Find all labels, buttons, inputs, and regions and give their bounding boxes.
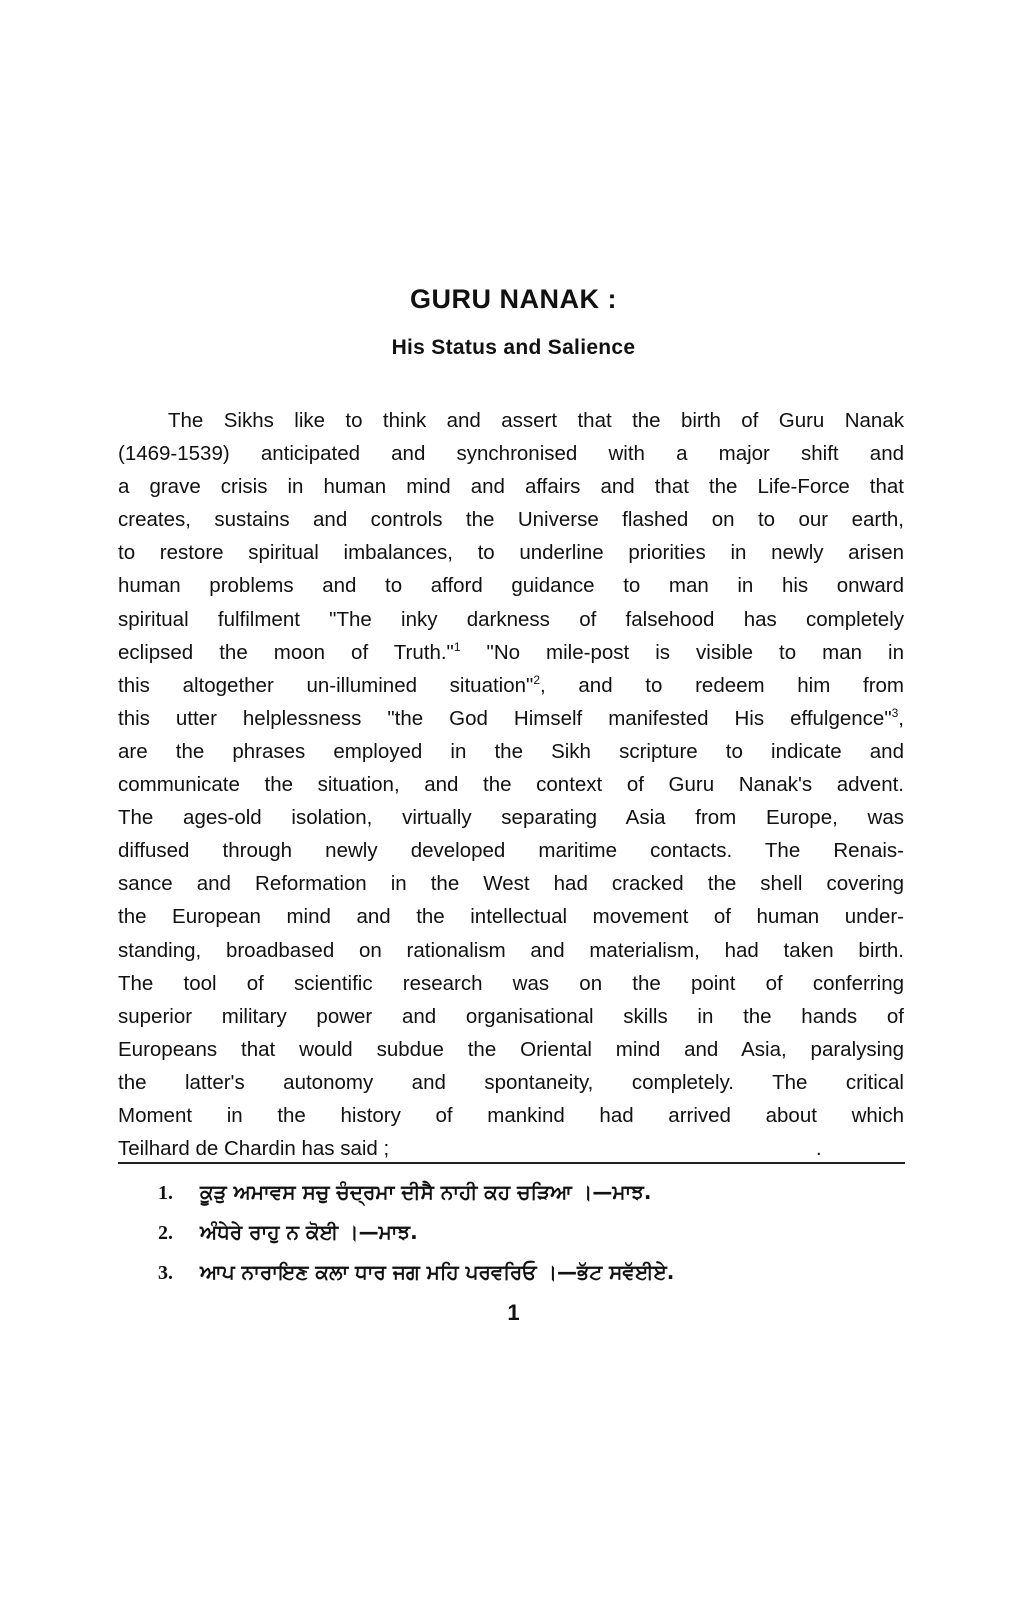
footnote-number: 3. (158, 1262, 173, 1284)
footnote-number: 2. (158, 1222, 173, 1244)
footnote-text: ਆਪ ਨਾਰਾਇਣ ਕਲਾ ਧਾਰ ਜਗ ਮਹਿ ਪਰਵਰਿਓ ।—ਭੱਟ ਸਵੱਈਏ. (200, 1260, 675, 1284)
text-line: The tool of scientific research was on the point of conferring (118, 971, 904, 995)
footnote-text: ਕੂੜੁ ਅਮਾਵਸ ਸਚੁ ਚੰਦ੍ਰਮਾ ਦੀਸੈ ਨਾਹੀ ਕਹ ਚੜਿਆ ।—ਮਾਝ. (200, 1180, 652, 1204)
footnote-ref: 3 (891, 705, 899, 720)
footnote-divider (118, 1162, 905, 1164)
footnote-text: ਅੰਧੇਰੇ ਰਾਹੁ ਨ ਕੋਈ ।—ਮਾਝ. (200, 1220, 418, 1244)
footnote (158, 1252, 858, 1292)
stray-mark: . (816, 1138, 822, 1160)
footnote (158, 1172, 858, 1212)
text-line: to restore spiritual imbalances, to underline priorities in newly arisen (118, 541, 904, 565)
text-line: The Sikhs like to think and assert that the birth of Guru Nanak (168, 409, 904, 432)
body-paragraph (118, 404, 904, 1165)
footnote (158, 1212, 858, 1252)
text-line: Europeans that would subdue the Oriental mind and Asia, paralysing (118, 1037, 904, 1061)
text-line: Moment in the history of mankind had arrived about which (118, 1103, 904, 1127)
text-line: the European mind and the intellectual movement of human under- (118, 905, 904, 929)
text-line: (1469-1539) anticipated and synchronised with a major shift and (118, 442, 904, 466)
text-line: superior military power and organisational skills in the hands of (118, 1004, 904, 1028)
text-line: communicate the situation, and the context of Guru Nanak's advent. (118, 773, 904, 797)
footnotes (158, 1172, 858, 1292)
text-line: diffused through newly developed maritime contacts. The Renais- (118, 839, 904, 863)
page-number: 1 (507, 1300, 520, 1325)
chapter-subtitle: His Status and Salience (391, 336, 636, 359)
text-line: the latter's autonomy and spontaneity, completely. The critical (118, 1070, 904, 1094)
chapter-title: GURU NANAK : (410, 284, 617, 314)
footnote-ref: 1 (453, 639, 461, 654)
text-line: The ages-old isolation, virtually separating Asia from Europe, was (118, 806, 904, 830)
text-line: Teilhard de Chardin has said ; (118, 1137, 390, 1161)
text-line: sance and Reformation in the West had cracked the shell covering (118, 872, 904, 896)
text-line: human problems and to afford guidance to man in his onward (118, 574, 904, 598)
text-line: this utter helplessness "the God Himself manifested His effulgence"$^3$, (118, 705, 904, 730)
footnote-number: 1. (158, 1182, 173, 1204)
text-line: a grave crisis in human mind and affairs and that the Life-Force that (118, 475, 904, 499)
text-line: spiritual fulfilment "The inky darkness of falsehood has completely (118, 607, 904, 631)
text-line: are the phrases employed in the Sikh scripture to indicate and (118, 739, 904, 763)
footnote-ref: 2 (533, 672, 541, 687)
text-line: creates, sustains and controls the Universe flashed on to our earth, (118, 508, 904, 532)
text-line: standing, broadbased on rationalism and materialism, had taken birth. (118, 938, 904, 962)
text-line: eclipsed the moon of Truth."$^1$ "No mile-post is visible to man in (118, 639, 904, 664)
text-line: this altogether un-illumined situation"$^2$, and to redeem him from (118, 672, 904, 697)
